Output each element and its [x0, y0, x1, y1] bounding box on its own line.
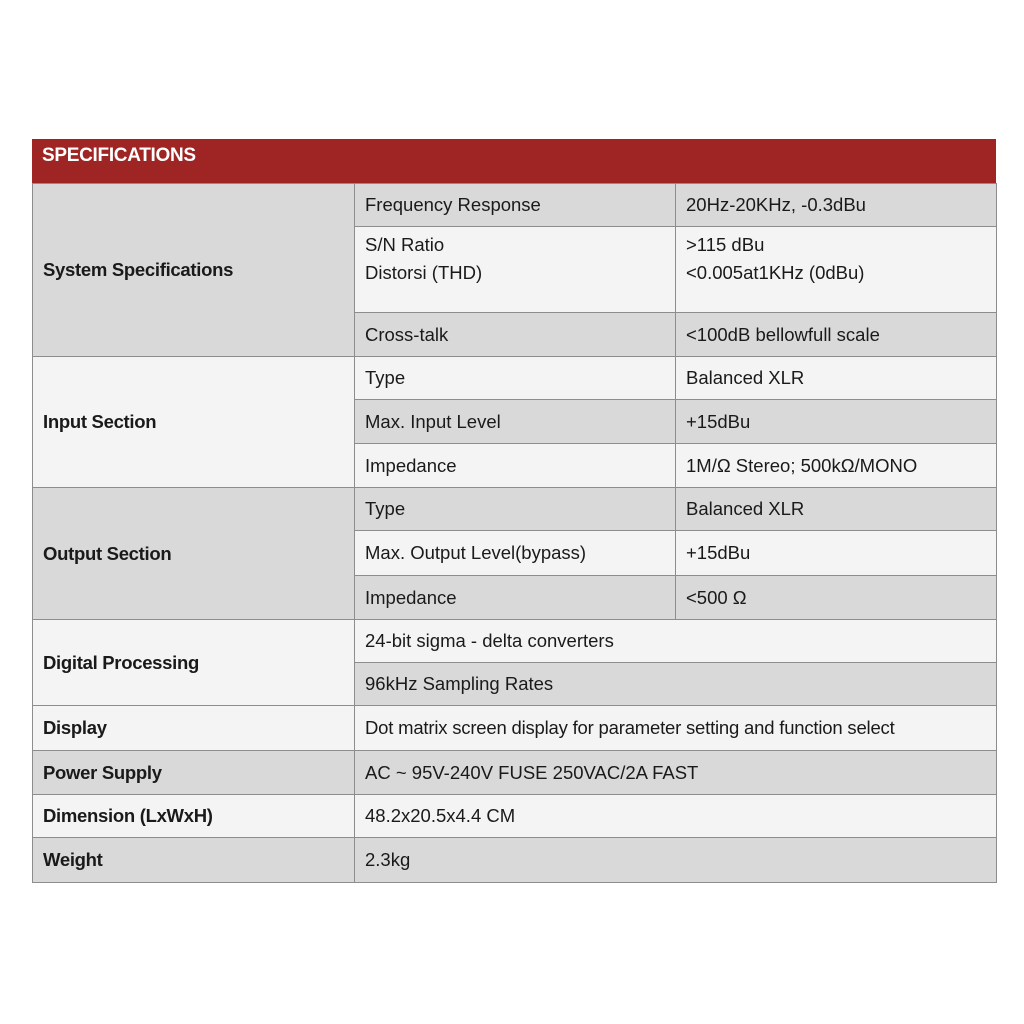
- output-type-value: Balanced XLR: [676, 488, 997, 531]
- dimension-value: 48.2x20.5x4.4 CM: [355, 795, 997, 838]
- output-impedance-label: Impedance: [355, 576, 676, 620]
- input-impedance-label: Impedance: [355, 444, 676, 488]
- output-level-value: +15dBu: [676, 531, 997, 576]
- output-impedance-value: <500 Ω: [676, 576, 997, 620]
- input-impedance-value: 1M/Ω Stereo; 500kΩ/MONO: [676, 444, 997, 488]
- table-row: [33, 488, 997, 531]
- crosstalk-value: <100dB bellowfull scale: [676, 313, 997, 357]
- section-digital: Digital Processing: [33, 620, 355, 706]
- table-row: [33, 838, 997, 883]
- section-system: System Specifications: [33, 184, 355, 357]
- weight-value: 2.3kg: [355, 838, 997, 883]
- output-level-label: Max. Output Level(bypass): [355, 531, 676, 576]
- spec-grid: [32, 183, 997, 883]
- sampling-value: 96kHz Sampling Rates: [355, 663, 997, 706]
- table-row: [33, 357, 997, 400]
- table-row: [33, 184, 997, 227]
- output-type-label: Type: [355, 488, 676, 531]
- power-label: Power Supply: [33, 751, 355, 795]
- sn-thd-values: [676, 227, 997, 313]
- thd-value: <0.005at1KHz (0dBu): [686, 262, 865, 283]
- power-value: AC ~ 95V-240V FUSE 250VAC/2A FAST: [355, 751, 997, 795]
- sn-thd-labels: [355, 227, 676, 313]
- specifications-title: SPECIFICATIONS: [32, 139, 996, 183]
- weight-label: Weight: [33, 838, 355, 883]
- frequency-response-value: 20Hz-20KHz, -0.3dBu: [676, 184, 997, 227]
- display-label: Display: [33, 706, 355, 751]
- converters-value: 24-bit sigma - delta converters: [355, 620, 997, 663]
- table-row: [33, 620, 997, 663]
- display-value: Dot matrix screen display for parameter setting and function select: [355, 706, 997, 751]
- section-input: Input Section: [33, 357, 355, 488]
- specifications-table: [32, 139, 996, 883]
- frequency-response-label: Frequency Response: [355, 184, 676, 227]
- input-type-label: Type: [355, 357, 676, 400]
- sn-ratio-label: S/N Ratio: [365, 234, 445, 255]
- crosstalk-label: Cross-talk: [355, 313, 676, 357]
- input-type-value: Balanced XLR: [676, 357, 997, 400]
- table-row: [33, 795, 997, 838]
- dimension-label: Dimension (LxWxH): [33, 795, 355, 838]
- table-row: [33, 706, 997, 751]
- sn-ratio-value: >115 dBu: [686, 234, 765, 255]
- input-level-value: +15dBu: [676, 400, 997, 444]
- table-row: [33, 751, 997, 795]
- input-level-label: Max. Input Level: [355, 400, 676, 444]
- thd-label: Distorsi (THD): [365, 262, 483, 283]
- section-output: Output Section: [33, 488, 355, 620]
